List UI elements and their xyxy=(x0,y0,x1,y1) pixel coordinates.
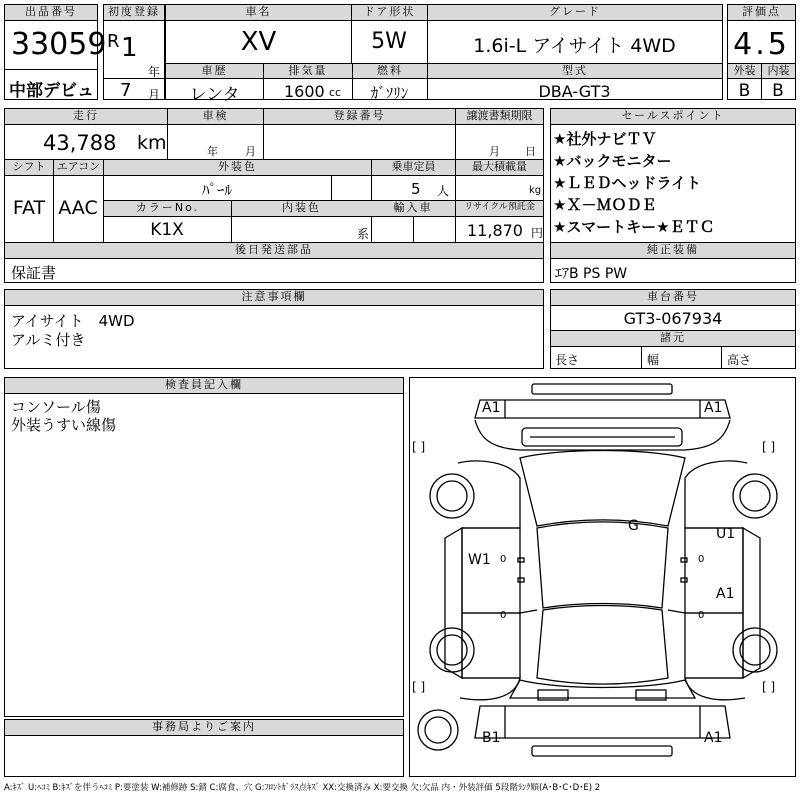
first-reg-era: R xyxy=(107,31,120,52)
exterior-color-label: 外装色 xyxy=(103,160,371,176)
displacement-label: 排気量 xyxy=(263,63,352,79)
notes-label: 注意事項欄 xyxy=(5,290,543,306)
model-code-label: 型式 xyxy=(427,63,722,79)
capacity-label: 乗車定員 xyxy=(371,160,455,176)
displacement-value: 1600 xyxy=(284,82,325,101)
chassis-value: GT3-067934 xyxy=(623,309,723,328)
inspector-line: 外装うすい線傷 xyxy=(11,416,117,434)
first-reg-year-unit: 年 xyxy=(148,65,161,79)
model-code-value: DBA-GT3 xyxy=(538,82,611,101)
damage-mark-front-right: A1 xyxy=(704,400,723,416)
listing-label: 出品番号 xyxy=(5,5,97,21)
import-label: 輸入車 xyxy=(371,201,455,217)
transfer-month-unit: 月 xyxy=(489,145,500,158)
damage-mark-right-door: U1 xyxy=(716,526,736,542)
int-score-label: 内装 xyxy=(761,63,795,79)
spec-middle-block xyxy=(4,108,544,283)
recycle-value: 11,870 xyxy=(467,221,523,240)
history-value: レンタ xyxy=(189,85,240,105)
recycle-unit: 円 xyxy=(531,226,544,240)
color-no-value: K1X xyxy=(150,220,184,240)
first-reg-year: 1 xyxy=(121,33,138,63)
car-name-value: XV xyxy=(240,27,277,57)
deferred-label: 後日発送部品 xyxy=(5,243,543,259)
damage-mark-front-left: A1 xyxy=(482,400,501,416)
displacement-unit: cc xyxy=(329,86,342,99)
listing-number: 33059 xyxy=(11,27,107,62)
genuine-label: 純正装備 xyxy=(551,243,795,259)
first-reg-label: 初度登録 xyxy=(104,5,164,21)
score-label: 評価点 xyxy=(728,5,795,21)
damage-mark-right-rear: A1 xyxy=(716,586,735,602)
aircon-value: AAC xyxy=(58,197,98,219)
zero-mark: 0 xyxy=(500,554,507,565)
dims-length-label: 長さ xyxy=(555,353,580,367)
dims-label: 諸元 xyxy=(551,331,795,347)
sales-points-box xyxy=(550,108,796,283)
car-diagram-box xyxy=(409,377,796,777)
inspection-year-unit: 年 xyxy=(207,145,218,158)
notes-box xyxy=(4,289,544,369)
sales-point-item: ★スマートキー★ＥＴＣ xyxy=(553,218,715,236)
transfer-day-unit: 日 xyxy=(525,145,536,158)
damage-mark-rear-right: A1 xyxy=(704,730,723,746)
bracket-mark: [ ] xyxy=(412,440,426,454)
mileage-value: 43,788 xyxy=(43,131,117,155)
grade-label: グレード xyxy=(427,5,722,21)
capacity-unit: 人 xyxy=(437,184,450,198)
int-score-value: B xyxy=(772,81,784,101)
dims-width-label: 幅 xyxy=(647,353,660,367)
bracket-mark: [ ] xyxy=(762,680,776,694)
interior-color-label: 内装色 xyxy=(231,201,371,217)
damage-mark-roof: G xyxy=(628,518,639,534)
listing-box xyxy=(4,4,107,101)
damage-mark-left: W1 xyxy=(468,552,491,568)
shift-label: シフト xyxy=(5,160,53,176)
shift-value: FAT xyxy=(12,197,46,219)
car-body-diagram xyxy=(410,378,795,776)
first-reg-month: 7 xyxy=(120,80,132,101)
fuel-label: 燃料 xyxy=(352,63,427,79)
venue-name: 中部デビュ xyxy=(9,81,94,101)
aircon-label: エアコン xyxy=(53,160,103,176)
first-reg-month-unit: 月 xyxy=(148,88,161,102)
fuel-value: ｶﾞｿﾘﾝ xyxy=(370,84,409,102)
registration-label: 登録番号 xyxy=(263,109,455,125)
legend-text: A:ｷｽﾞ U:ﾍｺﾐ B:ｷｽﾞを伴うﾍｺﾐ P:要塗装 W:補修跡 S:錆 C:腐食、穴 G:ﾌﾛﾝﾄｶﾞﾗｽ点ｷｽﾞ XX:交換済み X:要交換 欠:欠品 内・外装評価 5段階ﾗﾝｸ順(A･B･C･D･E) 2 xyxy=(4,783,601,793)
spec-top-block xyxy=(165,4,723,105)
bracket-mark: [ ] xyxy=(412,680,426,694)
damage-mark-rear-left: B1 xyxy=(482,730,501,746)
inspector-label: 検査員記入欄 xyxy=(5,378,403,394)
inspection-month-unit: 月 xyxy=(245,145,256,158)
score-value: 4.5 xyxy=(733,27,790,62)
deferred-value: 保証書 xyxy=(11,264,57,282)
inspector-line: コンソール傷 xyxy=(11,398,101,416)
sales-points-label: セールスポイント xyxy=(551,109,795,125)
sales-point-item: ★ＬＥＤヘッドライト xyxy=(553,174,701,192)
transfer-label: 譲渡書類期限 xyxy=(455,109,543,125)
office-box xyxy=(4,719,404,777)
inspection-label: 車検 xyxy=(167,109,263,125)
color-no-label: カラーNo. xyxy=(104,201,231,217)
notes-line: アルミ付き xyxy=(11,331,86,349)
doors-value: 5W xyxy=(371,29,407,54)
mileage-label: 走行 xyxy=(5,109,167,125)
exterior-color-value: ﾊﾟｰﾙ xyxy=(201,181,232,199)
history-label: 車歴 xyxy=(166,63,263,79)
first-reg-box xyxy=(103,4,165,100)
genuine-value: ｴｱB PS PW xyxy=(555,266,628,282)
max-load-unit: kg xyxy=(529,185,542,196)
interior-color-unit: 系 xyxy=(357,227,370,241)
bracket-mark: [ ] xyxy=(762,440,776,454)
chassis-box xyxy=(550,289,796,369)
ext-score-label: 外装 xyxy=(728,63,761,79)
capacity-value: 5 xyxy=(411,180,421,198)
zero-mark: 0 xyxy=(500,610,507,621)
car-name-label: 車名 xyxy=(166,5,351,21)
sales-point-item: ★Ｘ－ＭＯＤＥ xyxy=(553,196,657,214)
office-label: 事務局よりご案内 xyxy=(5,720,403,736)
mileage-unit: km xyxy=(137,132,167,154)
inspector-box xyxy=(4,377,404,717)
notes-line: アイサイト 4WD xyxy=(11,312,135,330)
zero-mark: 0 xyxy=(698,554,705,565)
grade-value: 1.6i-L アイサイト 4WD xyxy=(473,35,676,57)
max-load-label: 最大積載量 xyxy=(455,160,543,176)
sales-point-item: ★社外ナビＴＶ xyxy=(553,130,657,148)
score-box xyxy=(727,4,796,100)
doors-label: ドア形状 xyxy=(351,5,427,21)
chassis-label: 車台番号 xyxy=(551,290,795,306)
ext-score-value: B xyxy=(738,81,751,101)
dims-height-label: 高さ xyxy=(727,353,752,367)
recycle-label: リサイクル預託金 xyxy=(455,201,543,217)
zero-mark: 0 xyxy=(698,610,705,621)
sales-point-item: ★バックモニター xyxy=(553,152,672,170)
